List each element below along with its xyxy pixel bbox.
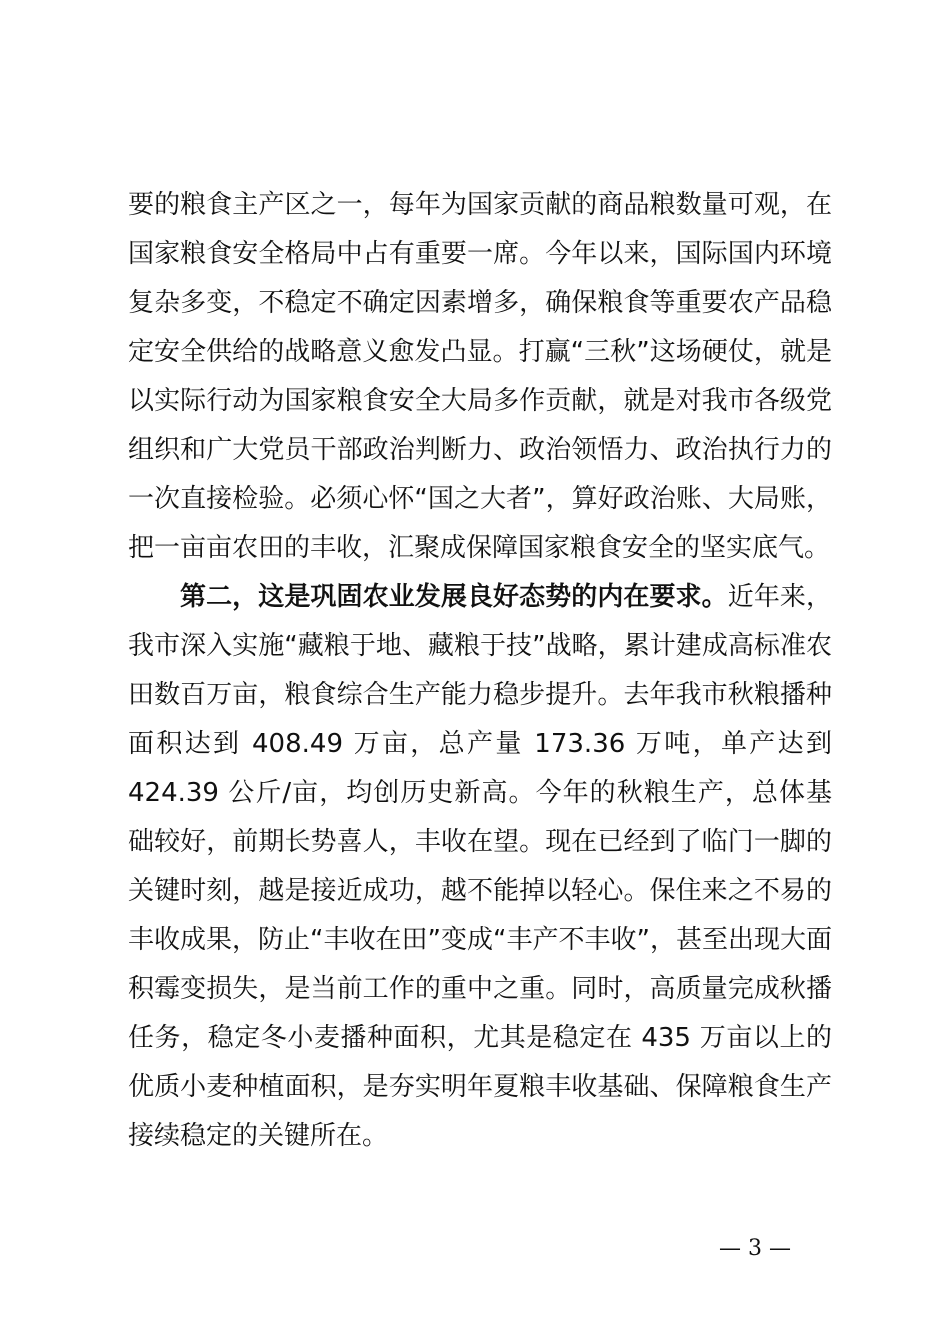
paragraph-2 [128, 573, 832, 1161]
paragraph-2-lead: 第二，这是巩固农业发展良好态势的内在要求。 [180, 582, 728, 612]
body-text [128, 181, 832, 1161]
paragraph-1 [128, 181, 832, 573]
page-number: — 3 — [719, 1236, 791, 1261]
paragraph-2-text: 近年来，我市深入实施“藏粮于地、藏粮于技”战略，累计建成高标准农田数百万亩，粮食综合生产能力稳步提升。去年我市秋粮播种面积达到 408.49 万亩，总产量 173.36 万吨，单产达到 424.39 公斤/亩，均创历史新高。今年的秋粮生产，总体基础较好，前期长势喜人，丰收在望。现在已经到了临门一脚的关键时刻，越是接近成功，越不能掉以轻心。保住来之不易的丰收成果，防止“丰收在田”变成“丰产不丰收”，甚至出现大面积霉变损失，是当前工作的重中之重。同时，高质量完成秋播任务，稳定冬小麦播种面积，尤其是稳定在 435 万亩以上的优质小麦种植面积，是夯实明年夏粮丰收基础、保障粮食生产接续稳定的关键所在。 [128, 582, 832, 1151]
paragraph-1-text: 要的粮食主产区之一，每年为国家贡献的商品粮数量可观，在国家粮食安全格局中占有重要一席。今年以来，国际国内环境复杂多变，不稳定不确定因素增多，确保粮食等重要农产品稳定安全供给的战略意义愈发凸显。打赢“三秋”这场硬仗，就是以实际行动为国家粮食安全大局多作贡献，就是对我市各级党组织和广大党员干部政治判断力、政治领悟力、政治执行力的一次直接检验。必须心怀“国之大者”，算好政治账、大局账，把一亩亩农田的丰收，汇聚成保障国家粮食安全的坚实底气。 [128, 190, 832, 563]
